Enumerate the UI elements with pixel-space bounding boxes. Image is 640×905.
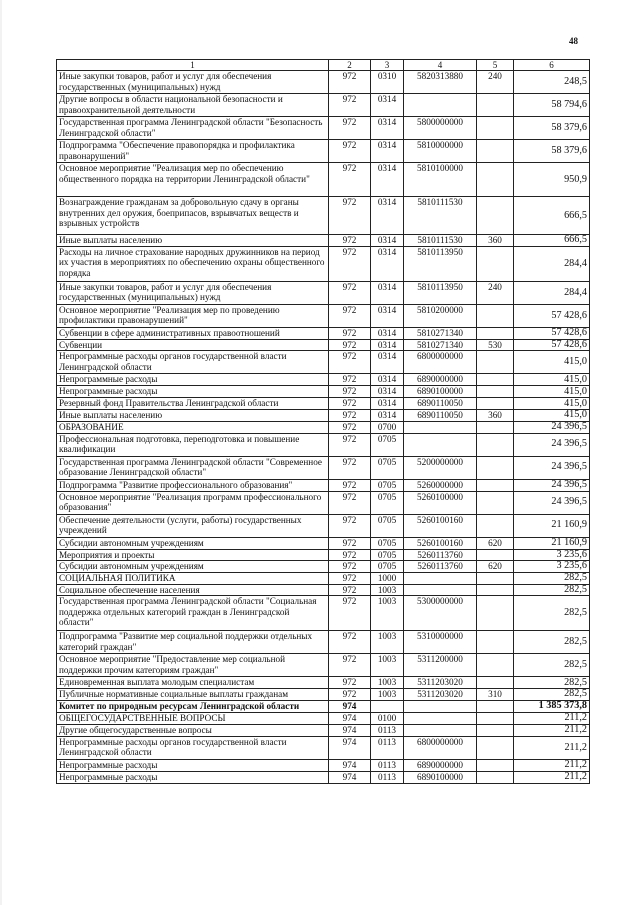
expense-type-code [477, 163, 514, 197]
amount: 24 396,5 [514, 421, 590, 433]
target-article-code: 5310000000 [404, 631, 477, 654]
table-row [57, 771, 590, 783]
amount: 282,5 [514, 677, 590, 689]
ministry-code: 972 [329, 561, 371, 573]
amount: 950,9 [514, 163, 590, 197]
target-article-code [404, 700, 477, 712]
target-article-code: 5810000000 [404, 140, 477, 163]
target-article-code: 5800000000 [404, 117, 477, 140]
expense-type-code [477, 386, 514, 398]
header-col-6: 6 [514, 60, 590, 71]
table-row [57, 514, 590, 537]
expense-type-code: 620 [477, 537, 514, 549]
ministry-code: 972 [329, 140, 371, 163]
table-row [57, 736, 590, 759]
row-name: Непрограммные расходы [57, 386, 329, 398]
ministry-code: 972 [329, 197, 371, 235]
row-name: Иные выплаты населению [57, 410, 329, 421]
table-row [57, 631, 590, 654]
expense-type-code: 240 [477, 71, 514, 94]
section-code: 0100 [371, 712, 404, 724]
table-row [57, 491, 590, 514]
section-code: 0705 [371, 433, 404, 456]
expense-type-code [477, 304, 514, 327]
ministry-code: 972 [329, 246, 371, 281]
ministry-code: 972 [329, 386, 371, 398]
section-code: 0705 [371, 549, 404, 560]
section-code: 1003 [371, 631, 404, 654]
amount: 415,0 [514, 410, 590, 421]
ministry-code: 972 [329, 117, 371, 140]
target-article-code [404, 573, 477, 585]
section-code: 0705 [371, 479, 404, 491]
row-name: Основное мероприятие "Реализация программ профессионального образования" [57, 491, 329, 514]
section-code: 0314 [371, 94, 404, 117]
section-code: 0314 [371, 398, 404, 410]
table-row [57, 374, 590, 386]
table-row [57, 585, 590, 596]
row-name: Мероприятия и проекты [57, 549, 329, 560]
scan-edge [0, 0, 2, 905]
amount: 282,5 [514, 631, 590, 654]
amount: 58 379,6 [514, 140, 590, 163]
table-row [57, 386, 590, 398]
expense-type-code [477, 514, 514, 537]
amount: 666,5 [514, 197, 590, 235]
amount: 415,0 [514, 351, 590, 374]
target-article-code: 6890110050 [404, 410, 477, 421]
target-article-code: 5260100160 [404, 537, 477, 549]
ministry-code: 972 [329, 677, 371, 689]
expense-type-code [477, 456, 514, 479]
amount: 24 396,5 [514, 491, 590, 514]
table-row [57, 71, 590, 94]
row-name: Непрограммные расходы [57, 374, 329, 386]
ministry-code: 974 [329, 759, 371, 771]
target-article-code: 6800000000 [404, 351, 477, 374]
expense-type-code [477, 433, 514, 456]
section-code: 0113 [371, 759, 404, 771]
target-article-code: 5810200000 [404, 304, 477, 327]
section-code: 0310 [371, 71, 404, 94]
table-row [57, 677, 590, 689]
section-code: 1000 [371, 573, 404, 585]
table-row [57, 421, 590, 433]
row-name: Профессиональная подготовка, переподготовка и повышение квалификации [57, 433, 329, 456]
target-article-code: 5260000000 [404, 479, 477, 491]
target-article-code: 5810111530 [404, 235, 477, 246]
section-code: 1003 [371, 585, 404, 596]
expense-type-code [477, 677, 514, 689]
header-col-5: 5 [477, 60, 514, 71]
section-code: 0314 [371, 374, 404, 386]
row-name: Государственная программа Ленинградской области "Современное образование Ленинградской области" [57, 456, 329, 479]
section-code: 0314 [371, 117, 404, 140]
table-row [57, 433, 590, 456]
row-name: Основное мероприятие "Реализация мер по проведению профилактики правонарушений" [57, 304, 329, 327]
expense-type-code [477, 585, 514, 596]
section-code [371, 700, 404, 712]
section-code: 1003 [371, 654, 404, 677]
budget-table [56, 59, 590, 784]
row-name: Подпрограмма "Обеспечение правопорядка и профилактика правонарушений" [57, 140, 329, 163]
expense-type-code [477, 700, 514, 712]
ministry-code: 972 [329, 327, 371, 339]
section-code: 0113 [371, 736, 404, 759]
amount: 211,2 [514, 771, 590, 783]
ministry-code: 972 [329, 631, 371, 654]
expense-type-code [477, 351, 514, 374]
header-row [57, 60, 590, 71]
row-name: Подпрограмма "Развитие профессионального образования" [57, 479, 329, 491]
target-article-code: 5311203020 [404, 677, 477, 689]
ministry-code: 972 [329, 94, 371, 117]
ministry-code: 972 [329, 71, 371, 94]
table-row [57, 339, 590, 350]
row-name: Основное мероприятие "Реализация мер по обеспечению общественного порядка на территории Ленинградской области" [57, 163, 329, 197]
target-article-code: 5311203020 [404, 689, 477, 700]
target-article-code: 5810100000 [404, 163, 477, 197]
ministry-code: 972 [329, 163, 371, 197]
row-name: Подпрограмма "Развитие мер социальной поддержки отдельных категорий граждан" [57, 631, 329, 654]
ministry-code: 974 [329, 724, 371, 736]
target-article-code: 5810111530 [404, 197, 477, 235]
table-row [57, 281, 590, 304]
target-article-code: 5311200000 [404, 654, 477, 677]
section-code: 0314 [371, 304, 404, 327]
amount: 57 428,6 [514, 339, 590, 350]
expense-type-code [477, 736, 514, 759]
amount: 415,0 [514, 398, 590, 410]
section-code: 1003 [371, 677, 404, 689]
expense-type-code: 360 [477, 410, 514, 421]
row-name: Социальное обеспечение населения [57, 585, 329, 596]
expense-type-code [477, 724, 514, 736]
ministry-code: 972 [329, 304, 371, 327]
target-article-code: 5810271340 [404, 327, 477, 339]
expense-type-code [477, 398, 514, 410]
row-name: Другие общегосударственные вопросы [57, 724, 329, 736]
header-col-4: 4 [404, 60, 477, 71]
row-name: ОБЩЕГОСУДАРСТВЕННЫЕ ВОПРОСЫ [57, 712, 329, 724]
ministry-code: 974 [329, 771, 371, 783]
section-code: 0705 [371, 537, 404, 549]
target-article-code [404, 421, 477, 433]
row-name: Обеспечение деятельности (услуги, работы) государственных учреждений [57, 514, 329, 537]
amount: 282,5 [514, 585, 590, 596]
amount: 211,2 [514, 759, 590, 771]
target-article-code: 6890100000 [404, 386, 477, 398]
row-name: Государственная программа Ленинградской области "Социальная поддержка отдельных категорий граждан в Ленинградской области" [57, 596, 329, 631]
amount: 284,4 [514, 281, 590, 304]
row-name: Государственная программа Ленинградской области "Безопасность Ленинградской области" [57, 117, 329, 140]
ministry-code: 972 [329, 433, 371, 456]
section-code: 0314 [371, 339, 404, 350]
amount: 24 396,5 [514, 456, 590, 479]
amount: 248,5 [514, 71, 590, 94]
target-article-code: 5260113760 [404, 561, 477, 573]
table-row [57, 573, 590, 585]
ministry-code: 972 [329, 537, 371, 549]
expense-type-code [477, 479, 514, 491]
row-name: Непрограммные расходы [57, 771, 329, 783]
table-row [57, 94, 590, 117]
section-code: 0314 [371, 235, 404, 246]
target-article-code: 5810271340 [404, 339, 477, 350]
target-article-code: 6800000000 [404, 736, 477, 759]
section-code: 0314 [371, 281, 404, 304]
target-article-code: 6890110050 [404, 398, 477, 410]
ministry-code: 972 [329, 374, 371, 386]
section-code: 0705 [371, 514, 404, 537]
expense-type-code [477, 712, 514, 724]
target-article-code [404, 712, 477, 724]
table-row [57, 163, 590, 197]
section-code: 0113 [371, 771, 404, 783]
amount: 282,5 [514, 573, 590, 585]
ministry-code: 972 [329, 514, 371, 537]
ministry-code: 972 [329, 410, 371, 421]
expense-type-code [477, 759, 514, 771]
target-article-code: 5260113760 [404, 549, 477, 560]
expense-type-code: 620 [477, 561, 514, 573]
amount: 282,5 [514, 596, 590, 631]
amount: 58 794,6 [514, 94, 590, 117]
ministry-code: 972 [329, 585, 371, 596]
target-article-code [404, 433, 477, 456]
amount: 1 385 373,8 [514, 700, 590, 712]
section-code: 0705 [371, 456, 404, 479]
expense-type-code [477, 117, 514, 140]
table-row [57, 197, 590, 235]
section-code: 0705 [371, 561, 404, 573]
amount: 24 396,5 [514, 433, 590, 456]
row-name: Субсидии автономным учреждениям [57, 561, 329, 573]
amount: 666,5 [514, 235, 590, 246]
table-row [57, 689, 590, 700]
amount: 21 160,9 [514, 514, 590, 537]
section-code: 1003 [371, 596, 404, 631]
row-name: Субвенции [57, 339, 329, 350]
table-row [57, 479, 590, 491]
expense-type-code [477, 573, 514, 585]
row-name: Резервный фонд Правительства Ленинградской области [57, 398, 329, 410]
ministry-code: 972 [329, 479, 371, 491]
ministry-code: 972 [329, 654, 371, 677]
target-article-code: 5260100000 [404, 491, 477, 514]
target-article-code [404, 724, 477, 736]
section-code: 0314 [371, 246, 404, 281]
table-row [57, 304, 590, 327]
table-row [57, 327, 590, 339]
ministry-code: 974 [329, 712, 371, 724]
target-article-code: 5300000000 [404, 596, 477, 631]
amount: 415,0 [514, 374, 590, 386]
amount: 3 235,6 [514, 549, 590, 560]
section-code: 0113 [371, 724, 404, 736]
amount: 3 235,6 [514, 561, 590, 573]
ministry-code: 974 [329, 736, 371, 759]
ministry-code: 972 [329, 689, 371, 700]
section-code: 0314 [371, 140, 404, 163]
expense-type-code [477, 549, 514, 560]
target-article-code: 6890000000 [404, 759, 477, 771]
row-name: Непрограммные расходы органов государственной власти Ленинградской области [57, 351, 329, 374]
row-name: Основное мероприятие "Предоставление мер социальной поддержки прочим категориям граждан" [57, 654, 329, 677]
target-article-code: 5810113950 [404, 281, 477, 304]
ministry-code: 972 [329, 398, 371, 410]
table-row [57, 235, 590, 246]
ministry-code: 972 [329, 235, 371, 246]
amount: 415,0 [514, 386, 590, 398]
amount: 282,5 [514, 689, 590, 700]
table-row [57, 246, 590, 281]
section-code: 0314 [371, 327, 404, 339]
row-name: Непрограммные расходы органов государственной власти Ленинградской области [57, 736, 329, 759]
table-row [57, 410, 590, 421]
target-article-code: 5200000000 [404, 456, 477, 479]
row-name: Иные закупки товаров, работ и услуг для обеспечения государственных (муниципальных) нужд [57, 281, 329, 304]
expense-type-code [477, 631, 514, 654]
row-name: Иные выплаты населению [57, 235, 329, 246]
row-name: Субсидии автономным учреждениям [57, 537, 329, 549]
expense-type-code [477, 94, 514, 117]
target-article-code: 5820313880 [404, 71, 477, 94]
expense-type-code [477, 374, 514, 386]
table-row [57, 140, 590, 163]
amount: 211,2 [514, 736, 590, 759]
target-article-code: 5810113950 [404, 246, 477, 281]
table-row [57, 456, 590, 479]
expense-type-code: 310 [477, 689, 514, 700]
amount: 24 396,5 [514, 479, 590, 491]
table-row [57, 351, 590, 374]
expense-type-code [477, 771, 514, 783]
expense-type-code [477, 246, 514, 281]
amount: 211,2 [514, 724, 590, 736]
expense-type-code: 360 [477, 235, 514, 246]
table-row [57, 712, 590, 724]
expense-type-code [477, 654, 514, 677]
table-row [57, 700, 590, 712]
section-code: 0700 [371, 421, 404, 433]
target-article-code [404, 94, 477, 117]
ministry-code: 972 [329, 339, 371, 350]
row-name: Единовременная выплата молодым специалистам [57, 677, 329, 689]
expense-type-code [477, 197, 514, 235]
row-name: Другие вопросы в области национальной безопасности и правоохранительной деятельности [57, 94, 329, 117]
row-name: Расходы на личное страхование народных дружинников на период их участия в мероприятиях по обеспечению охраны общественного порядка [57, 246, 329, 281]
section-code: 0314 [371, 386, 404, 398]
row-name: Комитет по природным ресурсам Ленинградской области [57, 700, 329, 712]
table-row [57, 398, 590, 410]
table-row [57, 654, 590, 677]
table-row [57, 549, 590, 560]
ministry-code: 972 [329, 351, 371, 374]
row-name: СОЦИАЛЬНАЯ ПОЛИТИКА [57, 573, 329, 585]
amount: 282,5 [514, 654, 590, 677]
row-name: Вознаграждение гражданам за добровольную сдачу в органы внутренних дел оружия, боеприпасов, взрывчатых веществ и взрывных устройств [57, 197, 329, 235]
row-name: ОБРАЗОВАНИЕ [57, 421, 329, 433]
ministry-code: 972 [329, 491, 371, 514]
expense-type-code: 530 [477, 339, 514, 350]
page-number: 48 [569, 36, 578, 46]
expense-type-code [477, 140, 514, 163]
section-code: 0314 [371, 197, 404, 235]
expense-type-code [477, 327, 514, 339]
amount: 21 160,9 [514, 537, 590, 549]
target-article-code [404, 585, 477, 596]
section-code: 1003 [371, 689, 404, 700]
header-col-1: 1 [57, 60, 329, 71]
table-row [57, 724, 590, 736]
amount: 211,2 [514, 712, 590, 724]
table-row [57, 117, 590, 140]
table-row [57, 561, 590, 573]
section-code: 0705 [371, 491, 404, 514]
header-col-2: 2 [329, 60, 371, 71]
row-name: Субвенции в сфере административных правоотношений [57, 327, 329, 339]
ministry-code: 972 [329, 456, 371, 479]
table-row [57, 537, 590, 549]
expense-type-code [477, 596, 514, 631]
amount: 57 428,6 [514, 304, 590, 327]
amount: 284,4 [514, 246, 590, 281]
section-code: 0314 [371, 163, 404, 197]
table-body [57, 71, 590, 783]
amount: 58 379,6 [514, 117, 590, 140]
ministry-code: 972 [329, 596, 371, 631]
row-name: Непрограммные расходы [57, 759, 329, 771]
amount: 57 428,6 [514, 327, 590, 339]
expense-type-code: 240 [477, 281, 514, 304]
target-article-code: 5260100160 [404, 514, 477, 537]
target-article-code: 6890000000 [404, 374, 477, 386]
table-row [57, 596, 590, 631]
section-code: 0314 [371, 351, 404, 374]
table-row [57, 759, 590, 771]
row-name: Публичные нормативные социальные выплаты гражданам [57, 689, 329, 700]
ministry-code: 972 [329, 573, 371, 585]
ministry-code: 974 [329, 700, 371, 712]
expense-type-code [477, 491, 514, 514]
section-code: 0314 [371, 410, 404, 421]
header-col-3: 3 [371, 60, 404, 71]
ministry-code: 972 [329, 281, 371, 304]
ministry-code: 972 [329, 421, 371, 433]
expense-type-code [477, 421, 514, 433]
row-name: Иные закупки товаров, работ и услуг для обеспечения государственных (муниципальных) нужд [57, 71, 329, 94]
ministry-code: 972 [329, 549, 371, 560]
target-article-code: 6890100000 [404, 771, 477, 783]
